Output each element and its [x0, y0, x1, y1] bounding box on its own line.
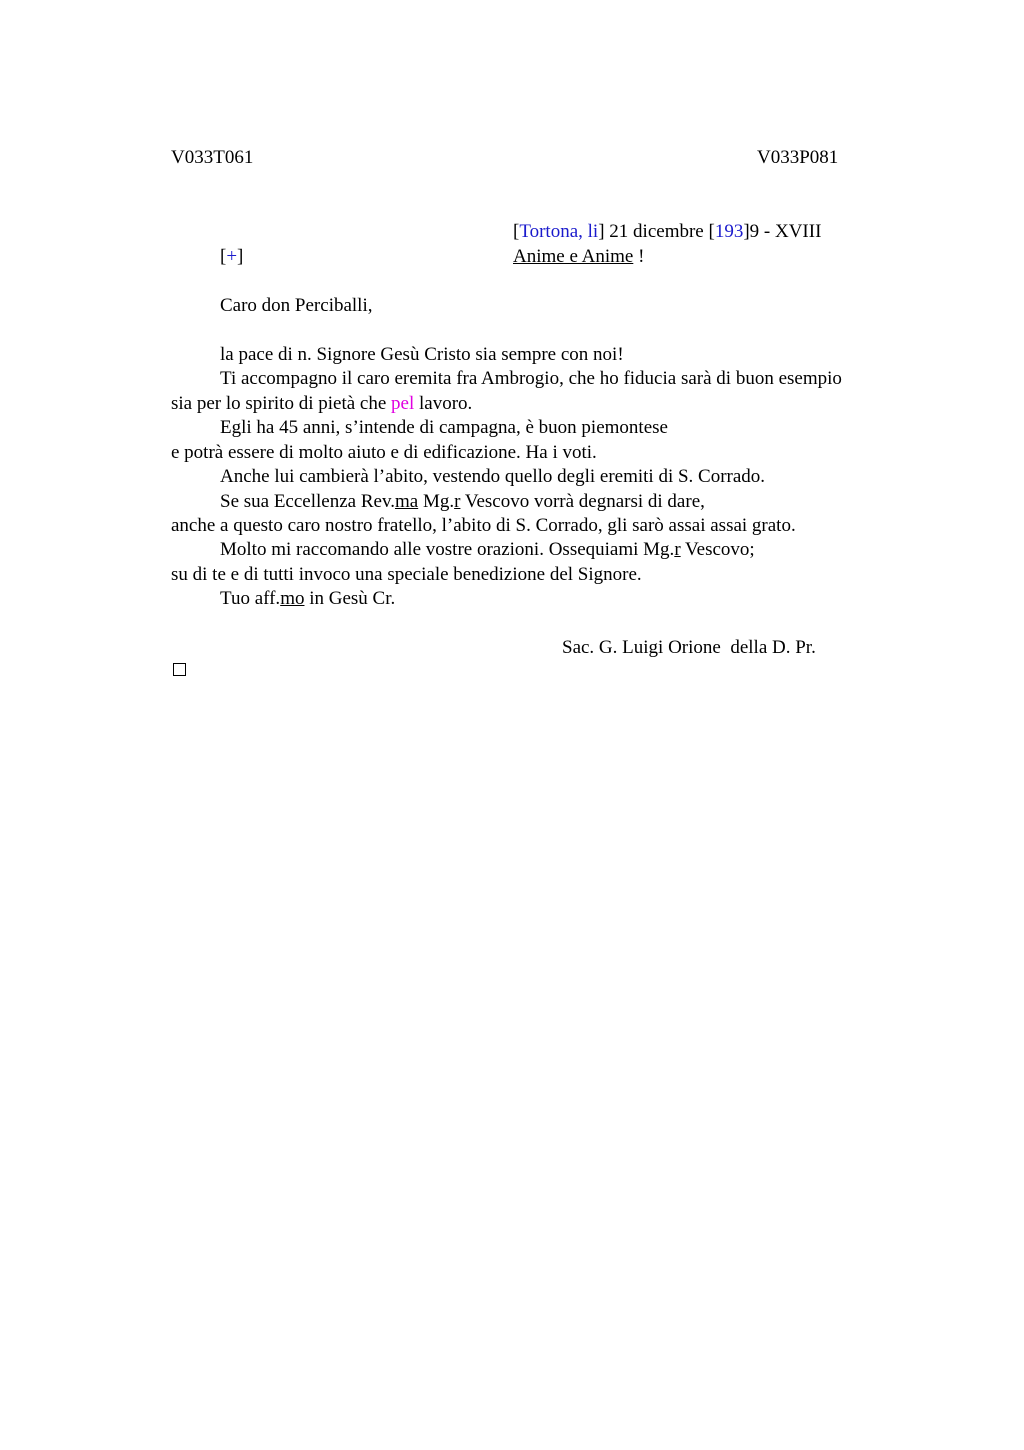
highlighted-word: pel: [391, 393, 415, 414]
body-text: sia per lo spirito di pietà che: [171, 393, 392, 414]
dateline-bracket: [: [708, 221, 715, 242]
abbreviation-superscript: mo: [280, 588, 305, 609]
cross-bracket: ]: [237, 246, 244, 267]
body-line: Egli ha 45 anni, s’intende di campagna, è buon piemontese: [220, 417, 668, 438]
dateline-bracket: ]: [743, 221, 750, 242]
body-text: Molto mi raccomando alle vostre orazioni. Ossequiami Mg.: [220, 539, 675, 560]
body-line: Anche lui cambierà l’abito, vestendo quello degli eremiti di S. Corrado.: [220, 466, 766, 487]
dateline: [513, 220, 821, 244]
left-document-code: V033T061: [171, 147, 254, 168]
motto-exclaim: !: [633, 246, 645, 267]
cross-bracket: [: [220, 246, 227, 267]
body-line: [220, 490, 705, 514]
body-text: Vescovo vorrà degnarsi di dare,: [460, 491, 705, 512]
cross-symbol: +: [226, 246, 238, 267]
abbreviation-superscript: ma: [394, 491, 419, 512]
dateline-day-month: 21 dicembre: [604, 221, 709, 242]
motto: [513, 245, 644, 269]
body-line: su di te e di tutti invoco una speciale benedizione del Signore.: [171, 564, 642, 585]
body-line: [220, 538, 755, 562]
right-document-code: V033P081: [757, 147, 839, 168]
abbreviation-superscript: r: [454, 491, 461, 512]
body-text: lavoro.: [414, 393, 473, 414]
body-line: [171, 392, 472, 416]
dateline-bracket: [: [513, 221, 520, 242]
salutation: Caro don Perciballi,: [220, 295, 373, 316]
dateline-year-suffix: 9 - XVIII: [749, 221, 822, 242]
signature: Sac. G. Luigi Orione della D. Pr.: [562, 637, 816, 658]
cross-mark: [220, 245, 243, 269]
end-marker-square-icon: [173, 663, 186, 676]
dateline-bracket: ]: [598, 221, 605, 242]
body-text: Mg.: [418, 491, 455, 512]
abbreviation-superscript: r: [674, 539, 681, 560]
dateline-year-prefix: 193: [714, 221, 744, 242]
motto-text: Anime e Anime: [513, 246, 634, 267]
body-text: Se sua Eccellenza Rev.: [220, 491, 395, 512]
body-line: anche a questo caro nostro fratello, l’abito di S. Corrado, gli sarò assai assai grato.: [171, 515, 796, 536]
dateline-place: Tortona, li: [519, 221, 599, 242]
closing-line: [220, 587, 395, 611]
body-text: in Gesù Cr.: [304, 588, 396, 609]
body-line: Ti accompagno il caro eremita fra Ambrogio, che ho fiducia sarà di buon esempio: [220, 368, 842, 389]
body-text: Tuo aff.: [220, 588, 281, 609]
body-line: la pace di n. Signore Gesù Cristo sia sempre con noi!: [220, 344, 624, 365]
body-line: e potrà essere di molto aiuto e di edificazione. Ha i voti.: [171, 442, 597, 463]
body-text: Vescovo;: [680, 539, 755, 560]
